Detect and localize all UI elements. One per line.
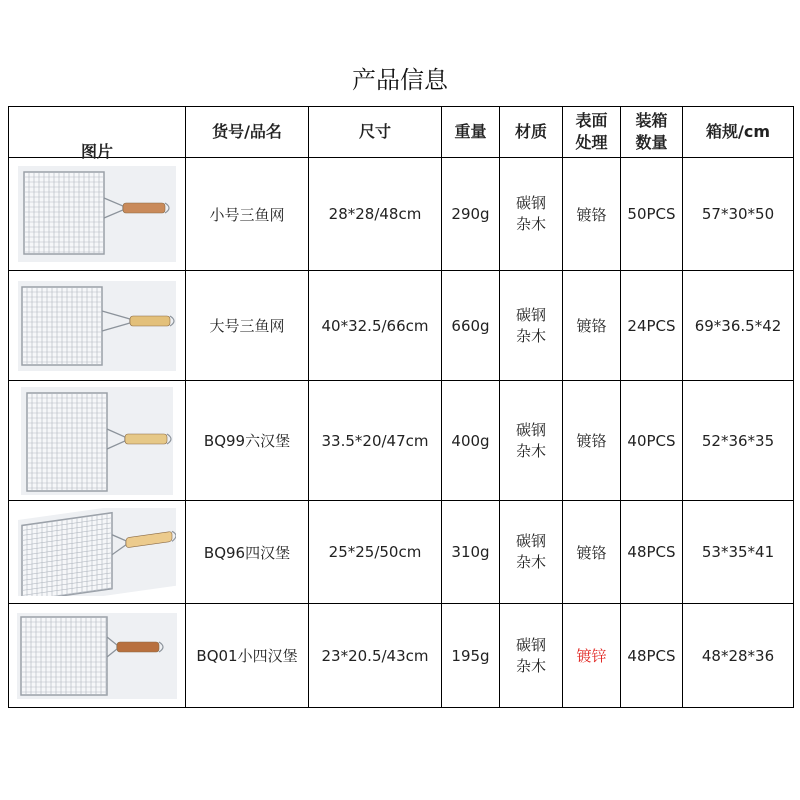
surface-cell: 镀锌 <box>563 604 621 708</box>
carton-cell: 57*30*50 <box>683 158 794 271</box>
material-cell <box>500 501 563 604</box>
material-line: 杂木 <box>515 215 546 233</box>
product-image-cell <box>9 604 186 708</box>
size-cell: 40*32.5/66cm <box>309 271 442 381</box>
size-cell: 33.5*20/47cm <box>309 381 442 501</box>
material-line: 杂木 <box>515 553 546 571</box>
table-row <box>9 271 794 381</box>
surface-cell: 镀铬 <box>563 158 621 271</box>
pack-qty-cell: 48PCS <box>621 604 683 708</box>
table-row <box>9 604 794 708</box>
header-carton: 箱规/cm <box>683 107 794 158</box>
material-line: 杂木 <box>515 441 546 460</box>
table-row <box>9 501 794 604</box>
weight-cell: 195g <box>442 604 500 708</box>
weight-cell: 660g <box>442 271 500 381</box>
page-title: 产品信息 <box>352 66 448 94</box>
product-image-cell <box>9 158 186 271</box>
size-cell: 23*20.5/43cm <box>309 604 442 708</box>
carton-cell: 69*36.5*42 <box>683 271 794 381</box>
grill-photo <box>18 508 176 596</box>
pack-qty-cell: 40PCS <box>621 381 683 501</box>
size-cell: 25*25/50cm <box>309 501 442 604</box>
material-line: 碳钢 <box>515 532 546 550</box>
item-name-cell: BQ01小四汉堡 <box>186 604 309 708</box>
header-row <box>9 107 794 158</box>
material-cell <box>500 158 563 271</box>
weight-cell: 290g <box>442 158 500 271</box>
surface-cell: 镀铬 <box>563 381 621 501</box>
item-name-cell: BQ96四汉堡 <box>186 501 309 604</box>
carton-cell: 52*36*35 <box>683 381 794 501</box>
header-surface: 表面 处理 <box>563 107 621 158</box>
material-line: 杂木 <box>515 656 546 675</box>
material-line: 碳钢 <box>515 305 546 324</box>
grill-photo <box>18 166 176 262</box>
material-line: 碳钢 <box>515 635 546 654</box>
material-line: 碳钢 <box>515 420 546 439</box>
header-pack-qty: 装箱 数量 <box>621 107 683 158</box>
grill-photo <box>21 387 173 495</box>
grill-photo <box>18 281 176 371</box>
product-table <box>8 106 794 708</box>
header-item: 货号/品名 <box>186 107 309 158</box>
material-line: 杂木 <box>515 326 546 345</box>
material-cell <box>500 381 563 501</box>
surface-cell: 镀铬 <box>563 271 621 381</box>
product-image-cell <box>9 381 186 501</box>
item-name-cell: 大号三鱼网 <box>186 271 309 381</box>
carton-cell: 53*35*41 <box>683 501 794 604</box>
header-size: 尺寸 <box>309 107 442 158</box>
weight-cell: 400g <box>442 381 500 501</box>
carton-cell: 48*28*36 <box>683 604 794 708</box>
header-image: 图片 <box>9 107 186 158</box>
pack-qty-cell: 24PCS <box>621 271 683 381</box>
material-cell <box>500 271 563 381</box>
weight-cell: 310g <box>442 501 500 604</box>
surface-cell: 镀铬 <box>563 501 621 604</box>
item-name-cell: 小号三鱼网 <box>186 158 309 271</box>
grill-photo <box>17 613 177 699</box>
table-row <box>9 381 794 501</box>
header-weight: 重量 <box>442 107 500 158</box>
item-name-cell: BQ99六汉堡 <box>186 381 309 501</box>
material-line: 碳钢 <box>515 194 546 212</box>
product-image-cell <box>9 271 186 381</box>
header-material: 材质 <box>500 107 563 158</box>
size-cell: 28*28/48cm <box>309 158 442 271</box>
table-row <box>9 158 794 271</box>
pack-qty-cell: 48PCS <box>621 501 683 604</box>
pack-qty-cell: 50PCS <box>621 158 683 271</box>
product-image-cell <box>9 501 186 604</box>
material-cell <box>500 604 563 708</box>
